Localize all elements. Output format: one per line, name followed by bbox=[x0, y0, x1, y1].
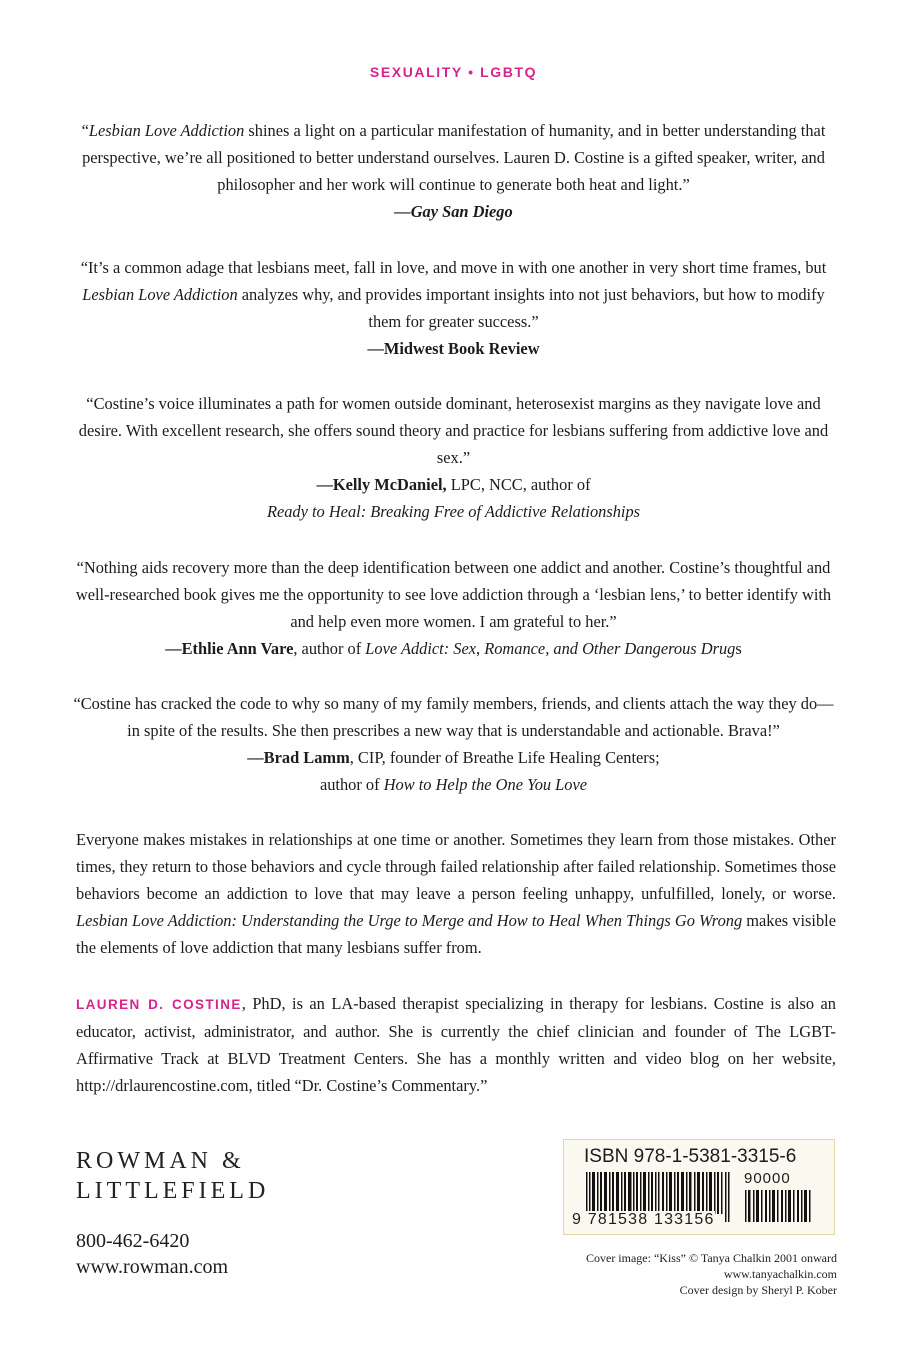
author-bio: LAUREN D. COSTINE, PhD, is an LA-based therapist specializing in therapy for lesbians. Costine is also an educator, activist, administrator, and author. She is currently the chief clinician and founder of The LGBT-Affirmative Track at BLVD Treatment Centers. She has a monthly written and video blog on her website, http://drlaurencostine.com, titled “Dr. Costine’s Commentary.” bbox=[76, 994, 836, 1095]
quote-attribution: —Brad Lamm, CIP, founder of Breathe Life Healing Centers; bbox=[247, 748, 660, 767]
author-name: LAUREN D. COSTINE bbox=[76, 997, 242, 1012]
quote-text: “Lesbian Love Addiction shines a light on a particular manifestation of humanity, and in better understanding that perspective, we’re all positioned to better understand ourselves. Lauren D. Costine is a gifted speaker, writer, and philosopher and her work will continue to generate both heat and light.” bbox=[81, 121, 826, 194]
publisher-block bbox=[76, 1146, 269, 1280]
publisher-logo-line1: ROWMAN & bbox=[76, 1148, 245, 1174]
quote-text: “Nothing aids recovery more than the deep identification between one addict and another. Costine’s thoughtful and well-researched book gives me the opportunity to see love addiction through a ‘lesbian lens,’ to better identify with and help even more women. I am grateful to her.” bbox=[75, 558, 832, 631]
quote-attribution: —Midwest Book Review bbox=[367, 339, 540, 358]
cover-image-credit: Cover image: “Kiss” © Tanya Chalkin 2001 onward bbox=[585, 1251, 837, 1265]
book-description: Everyone makes mistakes in relationships at one time or another. Sometimes they learn from those mistakes. Other times, they return to those behaviors and cycle through failed relationship after failed relationship. Sometimes those behaviors become an addiction to love that may leave a person feeling unhappy, unfulfilled, lonely, or worse. Lesbian Love Addiction: Understanding the Urge to Merge and How to Heal When Things Go Wrong makes visible the elements of love addiction that many lesbians suffer from. bbox=[76, 830, 836, 957]
publisher-website: www.rowman.com bbox=[76, 1256, 229, 1278]
quote-5 bbox=[70, 690, 837, 798]
ean-digits: 9 781538 133156 bbox=[572, 1211, 715, 1228]
quote-text: “Costine’s voice illuminates a path for women outside dominant, heterosexist margins as they navigate love and desire. With excellent research, she offers sound theory and practice for lesbians suffering from addictive love and sex.” bbox=[78, 394, 829, 467]
cover-image-url: www.tanyachalkin.com bbox=[723, 1267, 837, 1281]
cover-design-credit: Cover design by Sheryl P. Kober bbox=[679, 1283, 837, 1297]
quote-4 bbox=[70, 554, 837, 662]
quote-attribution: —Kelly McDaniel, LPC, NCC, author of bbox=[316, 475, 591, 494]
quote-1 bbox=[70, 117, 837, 225]
quote-attribution: —Ethlie Ann Vare, author of Love Addict: Sex, Romance, and Other Dangerous Drugs bbox=[165, 639, 742, 658]
barcode-box bbox=[563, 1139, 835, 1235]
isbn-label: ISBN 978-1-5381-3315-6 bbox=[584, 1146, 797, 1167]
quote-attribution-book: author of How to Help the One You Love bbox=[319, 775, 588, 794]
quote-text: “It’s a common adage that lesbians meet, fall in love, and move in with one another in very short time frames, but Lesbian Love Addiction analyzes why, and provides important insights into not just behaviors, but how to modify them for greater success.” bbox=[80, 258, 827, 331]
addon-barcode-icon bbox=[744, 1190, 814, 1222]
quote-attribution-book: Ready to Heal: Breaking Free of Addictive Relationships bbox=[266, 502, 641, 521]
publisher-phone: 800-462-6420 bbox=[76, 1230, 190, 1252]
cover-credits bbox=[586, 1250, 837, 1298]
quote-3 bbox=[70, 390, 837, 525]
quote-text: “Costine has cracked the code to why so many of my family members, friends, and clients attach the way they do—in spite of the results. She then prescribes a new way that is understandable and actionable. Brava!” bbox=[73, 694, 834, 740]
quote-2 bbox=[70, 254, 837, 362]
category-heading: SEXUALITY • LGBTQ bbox=[369, 64, 538, 80]
quote-attribution: —Gay San Diego bbox=[394, 202, 513, 221]
addon-number: 90000 bbox=[744, 1170, 791, 1187]
publisher-logo-line2: LITTLEFIELD bbox=[76, 1178, 270, 1204]
